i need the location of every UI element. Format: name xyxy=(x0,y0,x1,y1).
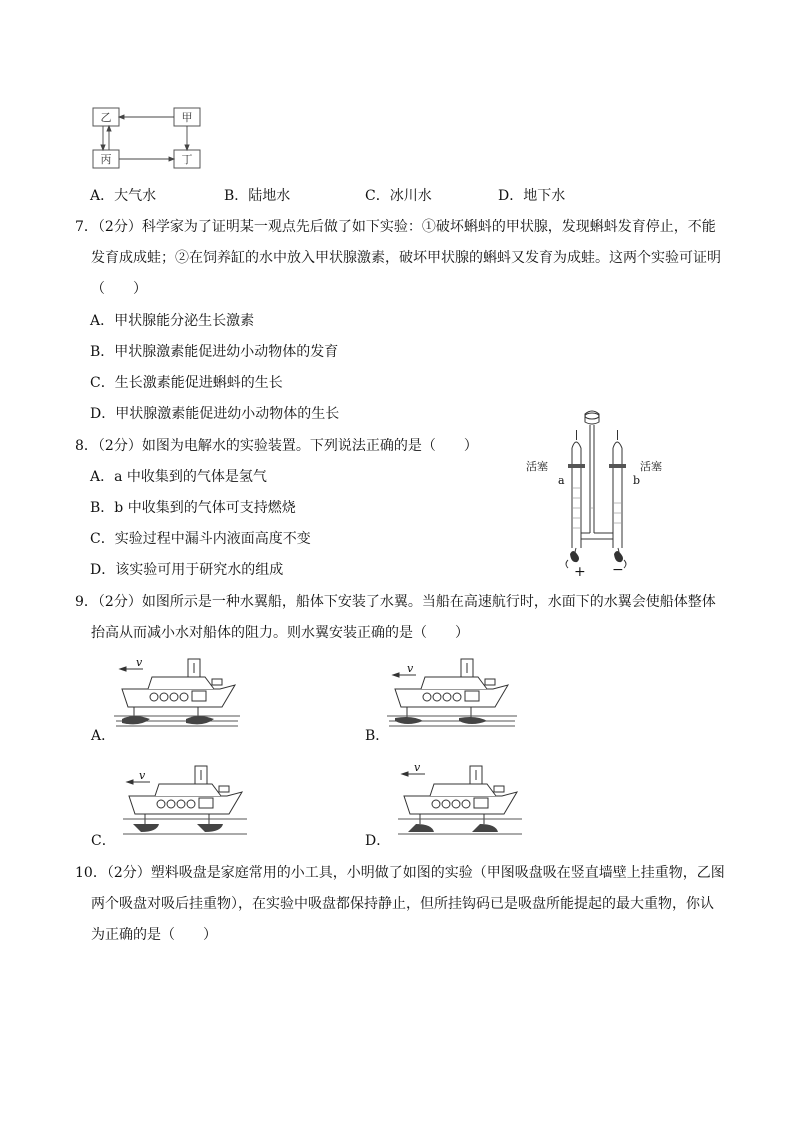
box-yi-label: 乙 xyxy=(100,111,112,124)
q9-label-d: D． xyxy=(365,833,391,849)
q8-option-c: C．实验过程中漏斗内液面高度不变 xyxy=(90,531,311,547)
hydrofoil-boat-a xyxy=(110,655,245,737)
q7-stem-line-1: 7．（2分）科学家为了证明某一观点先后做了如下实验：①破坏蝌蚪的甲状腺，发现蝌蚪发育停止，不能 xyxy=(75,219,716,235)
q7-option-b: B．甲状腺激素能促进幼小动物体的发育 xyxy=(90,344,339,360)
q8-option-a: A．a 中收集到的气体是氢气 xyxy=(90,469,267,485)
q10-stem-line-2: 两个吸盘对吸后挂重物），在实验中吸盘都保持静止，但所挂钩码已是吸盘所能提起的最大重物，你认 xyxy=(91,896,714,912)
hydrofoil-boat-c xyxy=(117,762,252,844)
q10-stem-line-1: 10．（2分）塑料吸盘是家庭常用的小工具，小明做了如图的实验（甲图吸盘吸在竖直墙壁上挂重物，乙图 xyxy=(75,865,725,881)
q6-option-c: C．冰川水 xyxy=(365,188,432,204)
q6-option-b: B．陆地水 xyxy=(224,188,291,204)
q8-stem: 8．（2分）如图为电解水的实验装置。下列说法正确的是（ ） xyxy=(75,438,478,454)
q8-option-b: B．b 中收集到的气体可支持燃烧 xyxy=(90,500,296,516)
q10-stem-line-3: 为正确的是（ ） xyxy=(91,927,217,943)
q9-label-c: C． xyxy=(91,833,116,849)
box-jia-label: 甲 xyxy=(181,111,193,124)
q6-option-d: D．地下水 xyxy=(498,188,566,204)
velocity-label-c: v xyxy=(139,769,146,782)
cathode-minus-label: − xyxy=(612,562,624,578)
q7-stem-line-2: 发育成成蛙；②在饲养缸的水中放入甲状腺激素，破坏甲状腺的蝌蚪又发育为成蛙。这两个实验可证明 xyxy=(91,250,721,266)
q7-stem-line-3: （ ） xyxy=(91,281,147,297)
q9-label-b: B． xyxy=(365,728,390,744)
stopcock-right-label: 活塞 xyxy=(640,460,662,473)
hydrofoil-boat-d xyxy=(392,762,527,844)
q7-option-c: C．生长激素能促进蝌蚪的生长 xyxy=(90,375,283,391)
stopcock-left-label: 活塞 xyxy=(526,460,548,473)
q7-option-a: A．甲状腺能分泌生长激素 xyxy=(90,313,255,329)
tube-b-label: b xyxy=(633,474,641,487)
q9-label-a: A． xyxy=(91,728,116,744)
velocity-label-d: v xyxy=(414,762,421,774)
q9-stem-line-2: 抬高从而减小水对船体的阻力。则水翼安装正确的是（ ） xyxy=(91,625,469,641)
hydrofoil-boat-b xyxy=(383,655,523,737)
velocity-label-b: v xyxy=(407,662,414,675)
water-cycle-diagram xyxy=(88,104,208,172)
box-bing-label: 丙 xyxy=(100,153,112,166)
tube-a-label: a xyxy=(558,474,565,487)
anode-plus-label: + xyxy=(574,564,586,580)
q6-option-a: A．大气水 xyxy=(90,188,157,204)
q9-stem-line-1: 9．（2分）如图所示是一种水翼船，船体下安装了水翼。当船在高速航行时，水面下的水翼会使船体整体 xyxy=(75,594,716,610)
q7-option-d: D．甲状腺激素能促进幼小动物体的生长 xyxy=(90,406,340,422)
electrolysis-apparatus xyxy=(522,408,672,580)
box-ding-label: 丁 xyxy=(181,153,193,166)
velocity-label-a: v xyxy=(136,656,143,669)
q8-option-d: D．该实验可用于研究水的组成 xyxy=(90,562,284,578)
